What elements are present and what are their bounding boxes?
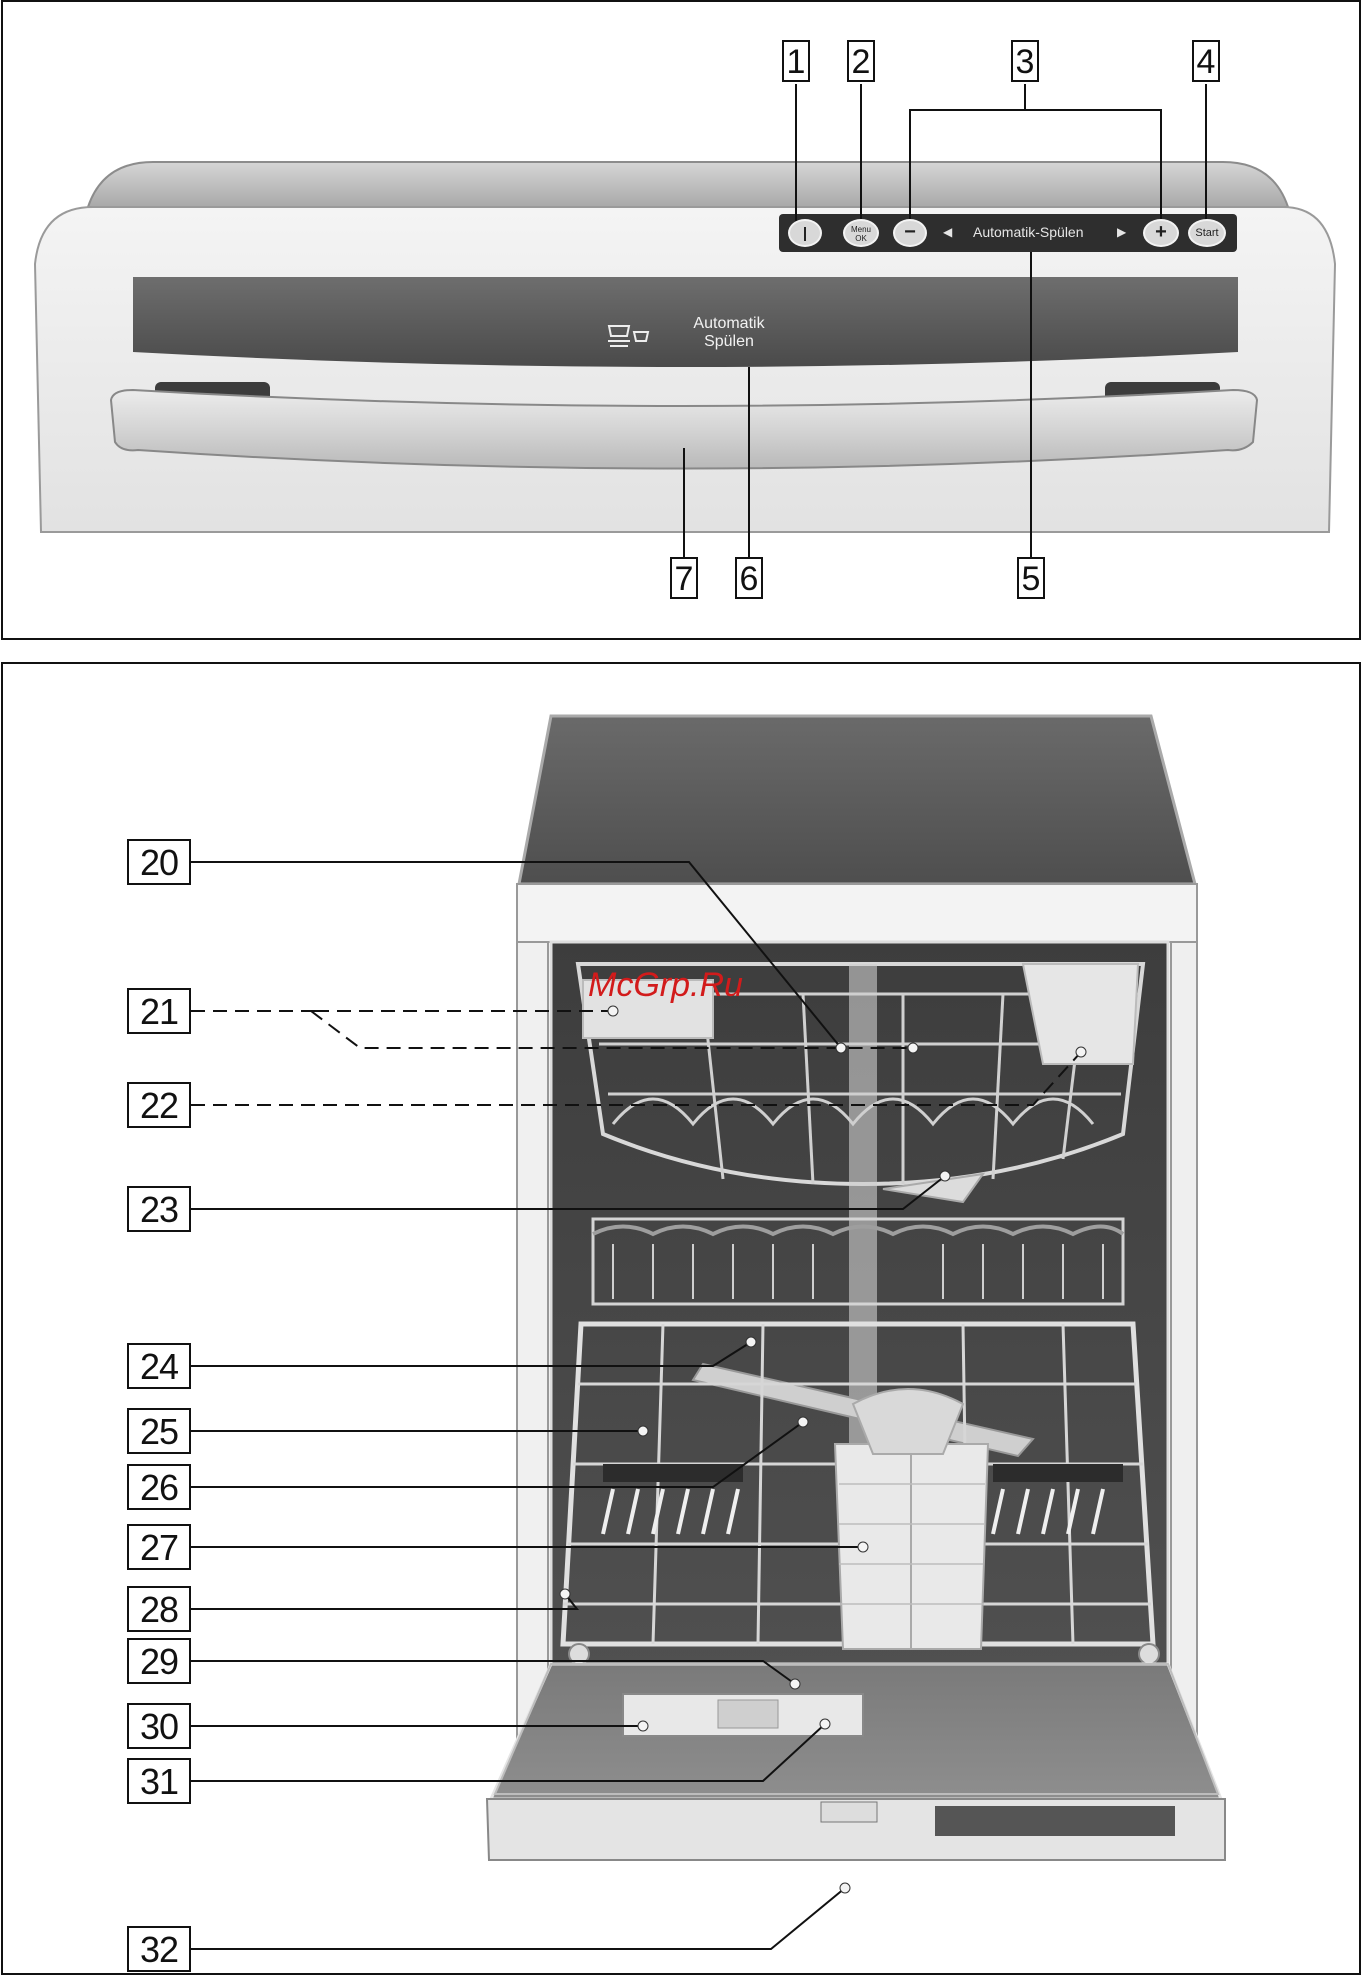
dishwasher-interior-illustration xyxy=(3,664,1363,1977)
power-button[interactable] xyxy=(788,219,822,247)
dishes-cup-icon xyxy=(607,322,651,350)
right-arrow-icon[interactable]: ▶ xyxy=(1117,225,1127,239)
watermark: McGrp.Ru xyxy=(588,966,743,1004)
callout-31: 31 xyxy=(127,1758,191,1804)
callout-30: 30 xyxy=(127,1703,191,1749)
callout-22: 22 xyxy=(127,1082,191,1128)
callout-26: 26 xyxy=(127,1464,191,1510)
front-plate-label xyxy=(679,315,779,351)
menu-label: Menu xyxy=(850,225,871,234)
ok-label: OK xyxy=(855,234,867,243)
program-display: Automatik-Spülen xyxy=(973,224,1084,240)
callout-21: 21 xyxy=(127,988,191,1034)
callout-3: 3 xyxy=(1011,40,1039,82)
minus-button[interactable]: − xyxy=(893,219,927,247)
start-button[interactable]: Start xyxy=(1188,219,1226,247)
interior-figure xyxy=(1,662,1361,1975)
callout-24: 24 xyxy=(127,1343,191,1389)
menu-ok-button[interactable] xyxy=(843,219,879,247)
callout-6: 6 xyxy=(735,557,763,599)
callout-2: 2 xyxy=(847,40,875,82)
front-plate-line2: Spülen xyxy=(704,333,754,350)
front-plate-line1: Automatik xyxy=(693,315,765,332)
callout-4: 4 xyxy=(1192,40,1220,82)
callout-25: 25 xyxy=(127,1408,191,1454)
callout-32: 32 xyxy=(127,1926,191,1972)
power-icon xyxy=(804,227,806,241)
left-arrow-icon[interactable]: ◀ xyxy=(943,225,953,239)
callout-29: 29 xyxy=(127,1638,191,1684)
callout-27: 27 xyxy=(127,1524,191,1570)
control-panel-figure xyxy=(1,0,1361,640)
callout-7: 7 xyxy=(670,557,698,599)
callout-5: 5 xyxy=(1017,557,1045,599)
callout-20: 20 xyxy=(127,839,191,885)
callout-28: 28 xyxy=(127,1586,191,1632)
callout-23: 23 xyxy=(127,1186,191,1232)
callout-1: 1 xyxy=(782,40,810,82)
plus-button[interactable]: + xyxy=(1143,219,1179,247)
